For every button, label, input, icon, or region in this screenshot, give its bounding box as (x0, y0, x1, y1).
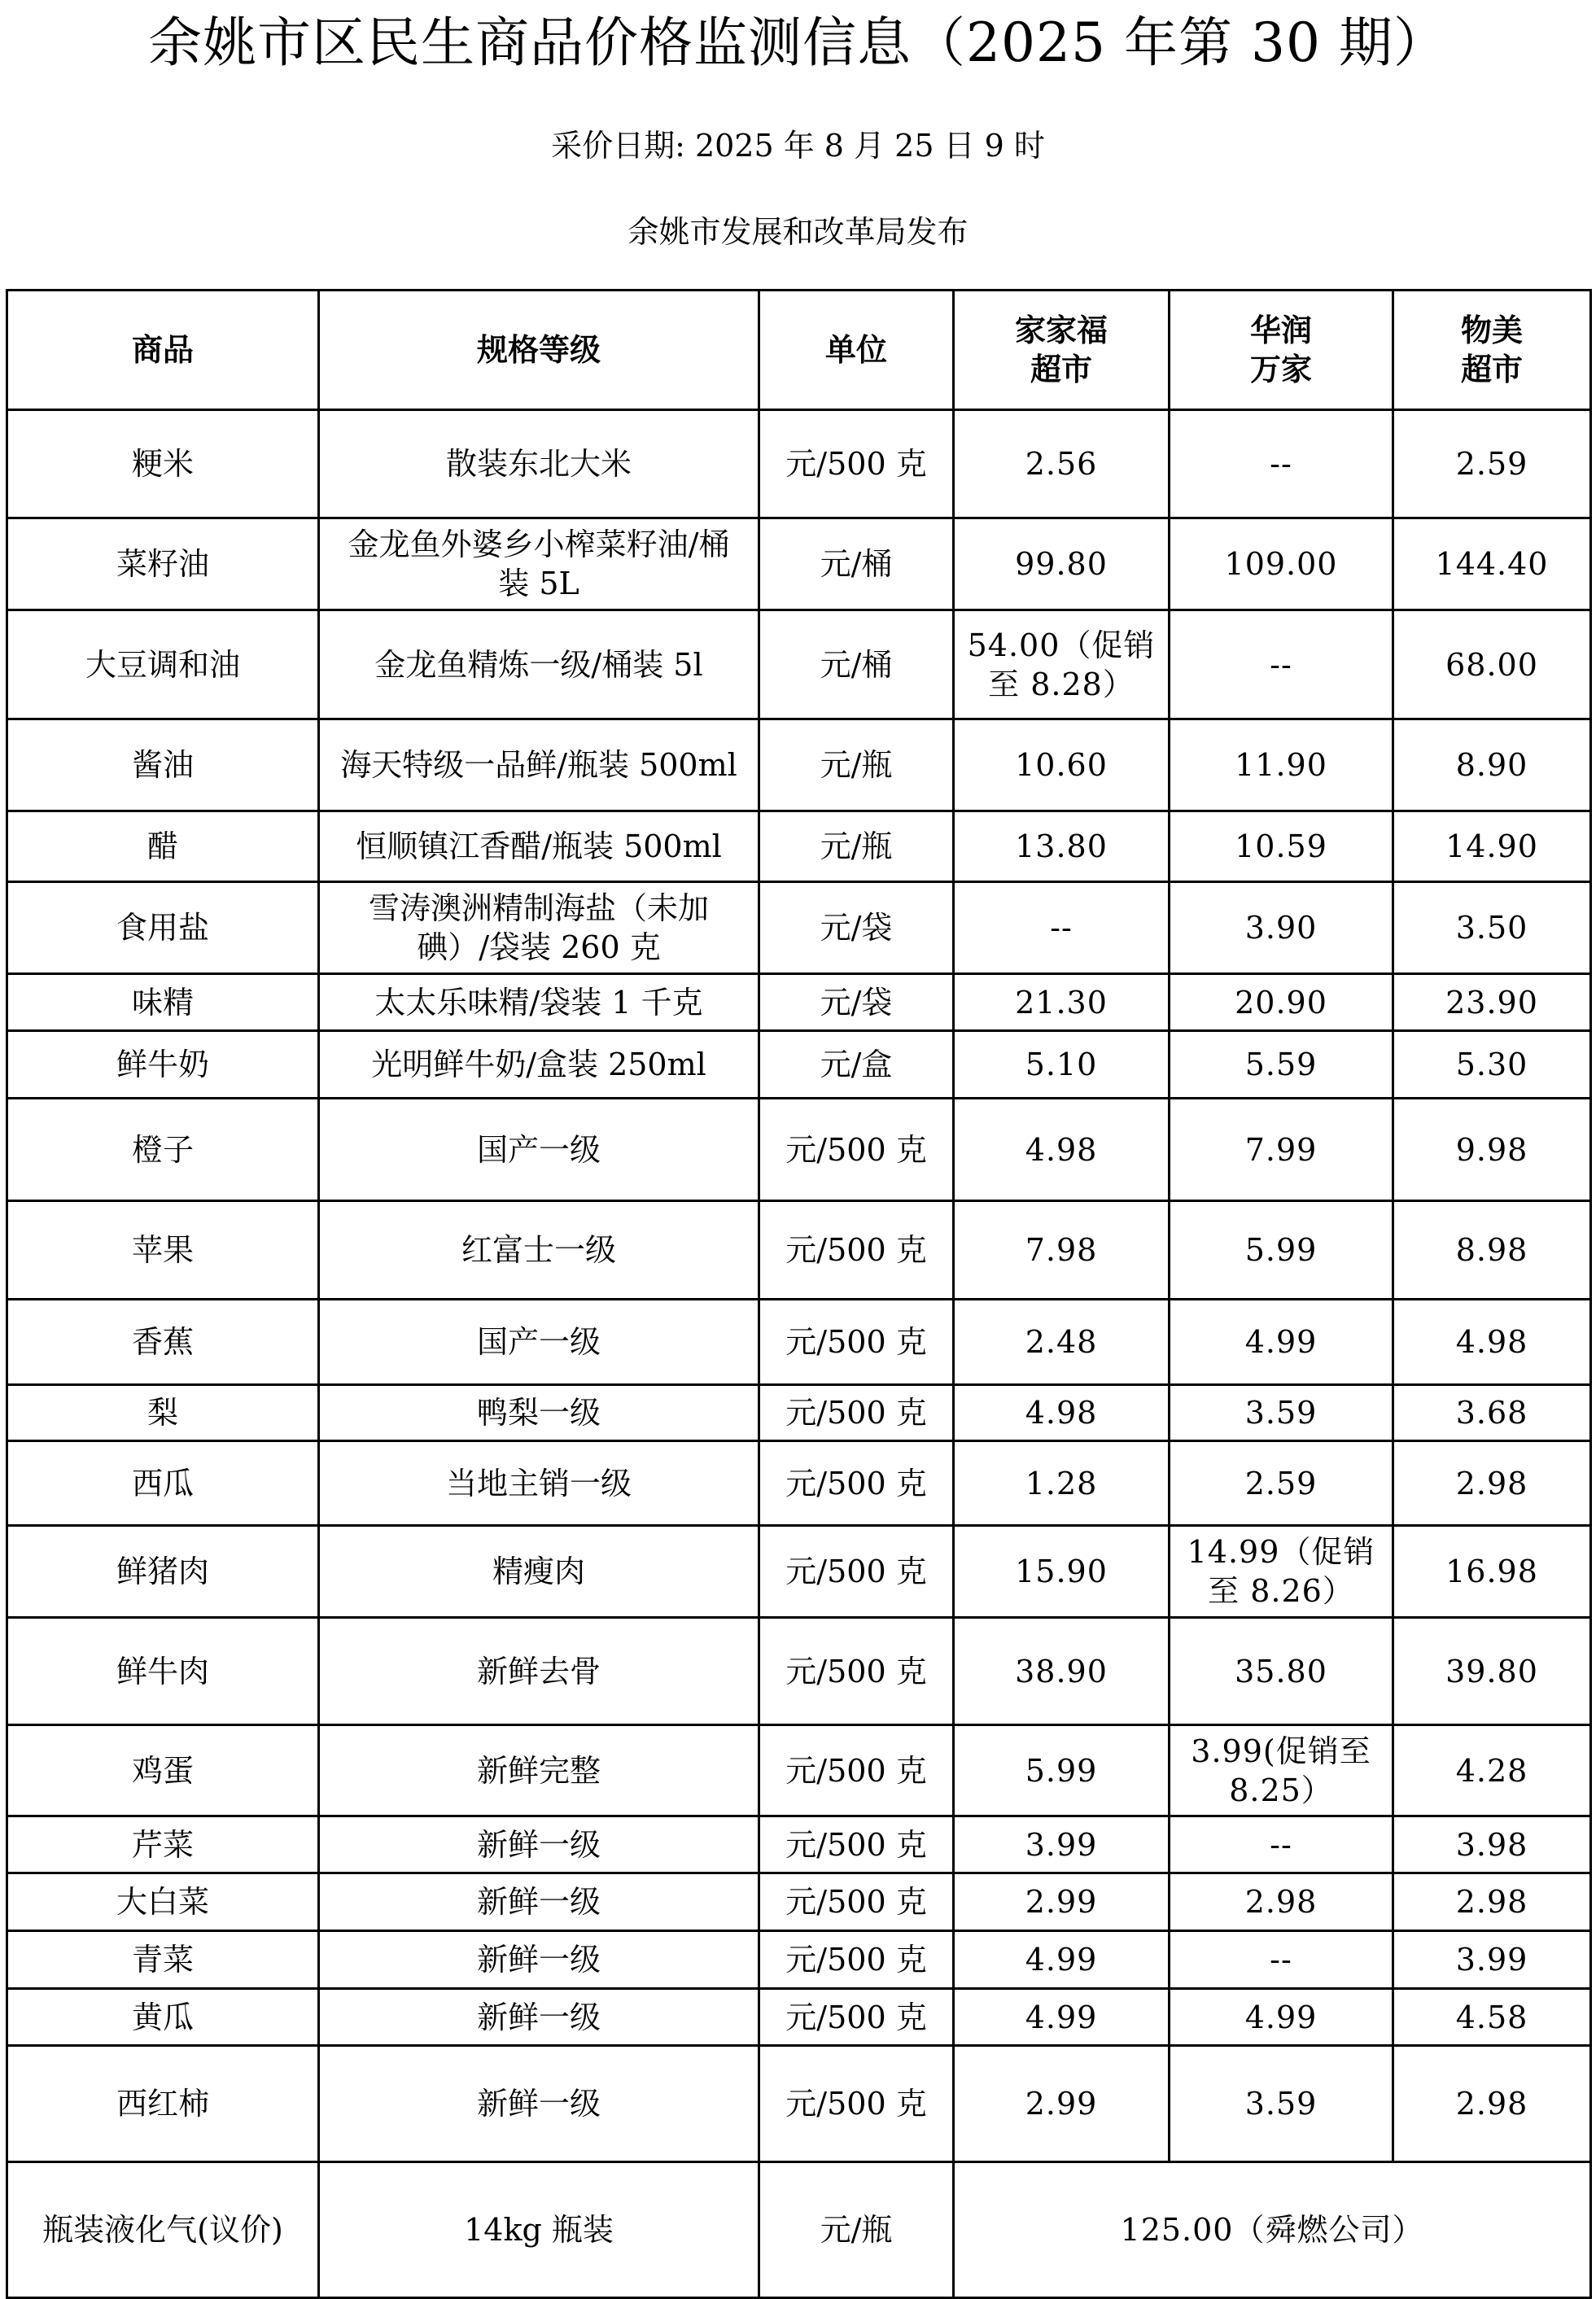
table-row (7, 1618, 1591, 1725)
product-spec: 光明鲜牛奶/盒装 250ml (319, 1031, 759, 1099)
price-merged: 125.00（舜燃公司） (954, 2162, 1591, 2298)
product-spec: 新鲜一级 (319, 2046, 759, 2162)
product-name: 味精 (7, 974, 319, 1031)
price-wumei: 4.98 (1393, 1300, 1591, 1385)
price-jiajiafu: 2.99 (954, 1873, 1170, 1931)
table-row (7, 811, 1591, 882)
product-spec: 新鲜去骨 (319, 1618, 759, 1725)
price-wumei: 16.98 (1393, 1526, 1591, 1618)
table-row (7, 1031, 1591, 1099)
price-unit: 元/盒 (759, 1031, 954, 1099)
table-row (7, 974, 1591, 1031)
product-spec: 新鲜一级 (319, 1873, 759, 1931)
price-huarun: 3.90 (1170, 882, 1393, 974)
product-name: 大豆调和油 (7, 610, 319, 719)
price-unit: 元/500 克 (759, 1989, 954, 2046)
table-row (7, 1201, 1591, 1300)
price-wumei: 8.98 (1393, 1201, 1591, 1300)
product-spec: 精瘦肉 (319, 1526, 759, 1618)
header-spec: 规格等级 (319, 291, 759, 410)
price-unit: 元/500 克 (759, 1526, 954, 1618)
table-row (7, 1385, 1591, 1441)
product-name: 粳米 (7, 410, 319, 518)
price-huarun: 20.90 (1170, 974, 1393, 1031)
price-jiajiafu: 2.99 (954, 2046, 1170, 2162)
price-unit: 元/桶 (759, 610, 954, 719)
header-product: 商品 (7, 291, 319, 410)
price-unit: 元/袋 (759, 882, 954, 974)
price-huarun: 35.80 (1170, 1618, 1393, 1725)
table-row (7, 610, 1591, 719)
price-unit: 元/500 克 (759, 1300, 954, 1385)
product-name: 醋 (7, 811, 319, 882)
table-row-lpg (7, 2162, 1591, 2298)
price-wumei: 8.90 (1393, 719, 1591, 811)
product-spec: 新鲜完整 (319, 1725, 759, 1816)
price-huarun: 109.00 (1170, 518, 1393, 610)
product-name: 青菜 (7, 1931, 319, 1989)
price-jiajiafu: 5.99 (954, 1725, 1170, 1816)
header-unit: 单位 (759, 291, 954, 410)
header-store-wumei: 物美 超市 (1393, 291, 1591, 410)
table-row (7, 1099, 1591, 1201)
price-unit: 元/500 克 (759, 1816, 954, 1873)
price-huarun: -- (1170, 1816, 1393, 1873)
product-name: 香蕉 (7, 1300, 319, 1385)
table-header-row (7, 291, 1591, 410)
price-wumei: 4.28 (1393, 1725, 1591, 1816)
price-jiajiafu: 54.00（促销至 8.28） (954, 610, 1170, 719)
price-unit: 元/500 克 (759, 1618, 954, 1725)
price-wumei: 3.50 (1393, 882, 1591, 974)
price-wumei: 3.68 (1393, 1385, 1591, 1441)
price-huarun: 2.59 (1170, 1441, 1393, 1526)
price-jiajiafu: 99.80 (954, 518, 1170, 610)
table-row (7, 1526, 1591, 1618)
collection-date: 采价日期: 2025 年 8 月 25 日 9 时 (551, 128, 1045, 164)
price-jiajiafu: 13.80 (954, 811, 1170, 882)
price-jiajiafu: 5.10 (954, 1031, 1170, 1099)
price-unit: 元/500 克 (759, 1725, 954, 1816)
price-wumei: 3.98 (1393, 1816, 1591, 1873)
price-unit: 元/瓶 (759, 2162, 954, 2298)
price-jiajiafu: 2.48 (954, 1300, 1170, 1385)
product-name: 瓶装液化气(议价) (7, 2162, 319, 2298)
product-name: 西红柿 (7, 2046, 319, 2162)
price-wumei: 9.98 (1393, 1099, 1591, 1201)
price-jiajiafu: 4.98 (954, 1385, 1170, 1441)
price-unit: 元/500 克 (759, 2046, 954, 2162)
product-name: 芹菜 (7, 1816, 319, 1873)
product-name: 菜籽油 (7, 518, 319, 610)
price-huarun: 14.99（促销至 8.26） (1170, 1526, 1393, 1618)
product-spec: 海天特级一品鲜/瓶装 500ml (319, 719, 759, 811)
table-row (7, 518, 1591, 610)
table-row (7, 882, 1591, 974)
product-name: 大白菜 (7, 1873, 319, 1931)
price-huarun: 5.99 (1170, 1201, 1393, 1300)
product-spec: 新鲜一级 (319, 1989, 759, 2046)
price-wumei: 3.99 (1393, 1931, 1591, 1989)
product-spec: 鸭梨一级 (319, 1385, 759, 1441)
product-spec: 雪涛澳洲精制海盐（未加碘）/袋装 260 克 (319, 882, 759, 974)
price-unit: 元/袋 (759, 974, 954, 1031)
price-unit: 元/500 克 (759, 410, 954, 518)
price-jiajiafu: 4.99 (954, 1931, 1170, 1989)
product-spec: 14kg 瓶装 (319, 2162, 759, 2298)
price-table (6, 289, 1592, 2299)
price-huarun: -- (1170, 410, 1393, 518)
price-huarun: 11.90 (1170, 719, 1393, 811)
price-jiajiafu: 4.98 (954, 1099, 1170, 1201)
product-name: 苹果 (7, 1201, 319, 1300)
price-jiajiafu: -- (954, 882, 1170, 974)
price-huarun: 3.59 (1170, 2046, 1393, 2162)
price-unit: 元/500 克 (759, 1931, 954, 1989)
price-unit: 元/桶 (759, 518, 954, 610)
table-row (7, 1931, 1591, 1989)
product-spec: 当地主销一级 (319, 1441, 759, 1526)
table-row (7, 1873, 1591, 1931)
price-wumei: 39.80 (1393, 1618, 1591, 1725)
table-row (7, 1725, 1591, 1816)
price-jiajiafu: 3.99 (954, 1816, 1170, 1873)
price-wumei: 68.00 (1393, 610, 1591, 719)
product-name: 黄瓜 (7, 1989, 319, 2046)
product-spec: 太太乐味精/袋装 1 千克 (319, 974, 759, 1031)
price-huarun: 3.99(促销至 8.25） (1170, 1725, 1393, 1816)
product-name: 鸡蛋 (7, 1725, 319, 1816)
price-jiajiafu: 1.28 (954, 1441, 1170, 1526)
table-row (7, 410, 1591, 518)
product-spec: 恒顺镇江香醋/瓶装 500ml (319, 811, 759, 882)
product-spec: 新鲜一级 (319, 1931, 759, 1989)
price-huarun: 7.99 (1170, 1099, 1393, 1201)
product-name: 橙子 (7, 1099, 319, 1201)
price-unit: 元/500 克 (759, 1385, 954, 1441)
product-spec: 金龙鱼精炼一级/桶装 5l (319, 610, 759, 719)
publisher: 余姚市发展和改革局发布 (627, 214, 969, 250)
product-spec: 散装东北大米 (319, 410, 759, 518)
price-wumei: 5.30 (1393, 1031, 1591, 1099)
price-jiajiafu: 4.99 (954, 1989, 1170, 2046)
product-name: 梨 (7, 1385, 319, 1441)
price-huarun: 10.59 (1170, 811, 1393, 882)
price-wumei: 2.98 (1393, 1873, 1591, 1931)
price-huarun: 3.59 (1170, 1385, 1393, 1441)
product-spec: 新鲜一级 (319, 1816, 759, 1873)
table-row (7, 719, 1591, 811)
price-jiajiafu: 2.56 (954, 410, 1170, 518)
product-name: 鲜牛肉 (7, 1618, 319, 1725)
price-unit: 元/500 克 (759, 1441, 954, 1526)
price-unit: 元/500 克 (759, 1201, 954, 1300)
price-huarun: 5.59 (1170, 1031, 1393, 1099)
product-name: 西瓜 (7, 1441, 319, 1526)
price-huarun: -- (1170, 610, 1393, 719)
price-jiajiafu: 38.90 (954, 1618, 1170, 1725)
price-wumei: 2.59 (1393, 410, 1591, 518)
price-jiajiafu: 21.30 (954, 974, 1170, 1031)
product-spec: 金龙鱼外婆乡小榨菜籽油/桶装 5L (319, 518, 759, 610)
table-row (7, 1441, 1591, 1526)
price-huarun: 4.99 (1170, 1989, 1393, 2046)
product-spec: 红富士一级 (319, 1201, 759, 1300)
table-row (7, 2046, 1591, 2162)
price-jiajiafu: 15.90 (954, 1526, 1170, 1618)
price-huarun: 4.99 (1170, 1300, 1393, 1385)
price-wumei: 2.98 (1393, 2046, 1591, 2162)
table-row (7, 1989, 1591, 2046)
price-huarun: -- (1170, 1931, 1393, 1989)
price-jiajiafu: 10.60 (954, 719, 1170, 811)
price-jiajiafu: 7.98 (954, 1201, 1170, 1300)
price-wumei: 2.98 (1393, 1441, 1591, 1526)
product-spec: 国产一级 (319, 1099, 759, 1201)
product-spec: 国产一级 (319, 1300, 759, 1385)
product-name: 鲜猪肉 (7, 1526, 319, 1618)
price-wumei: 23.90 (1393, 974, 1591, 1031)
price-wumei: 14.90 (1393, 811, 1591, 882)
header-store-huarun: 华润 万家 (1170, 291, 1393, 410)
product-name: 食用盐 (7, 882, 319, 974)
price-unit: 元/瓶 (759, 811, 954, 882)
page-title: 余姚市区民生商品价格监测信息（2025 年第 30 期） (148, 11, 1448, 74)
price-huarun: 2.98 (1170, 1873, 1393, 1931)
product-name: 酱油 (7, 719, 319, 811)
price-unit: 元/瓶 (759, 719, 954, 811)
price-wumei: 4.58 (1393, 1989, 1591, 2046)
header-store-jiajiafu: 家家福 超市 (954, 291, 1170, 410)
price-unit: 元/500 克 (759, 1099, 954, 1201)
table-row (7, 1816, 1591, 1873)
product-name: 鲜牛奶 (7, 1031, 319, 1099)
price-wumei: 144.40 (1393, 518, 1591, 610)
table-row (7, 1300, 1591, 1385)
price-unit: 元/500 克 (759, 1873, 954, 1931)
